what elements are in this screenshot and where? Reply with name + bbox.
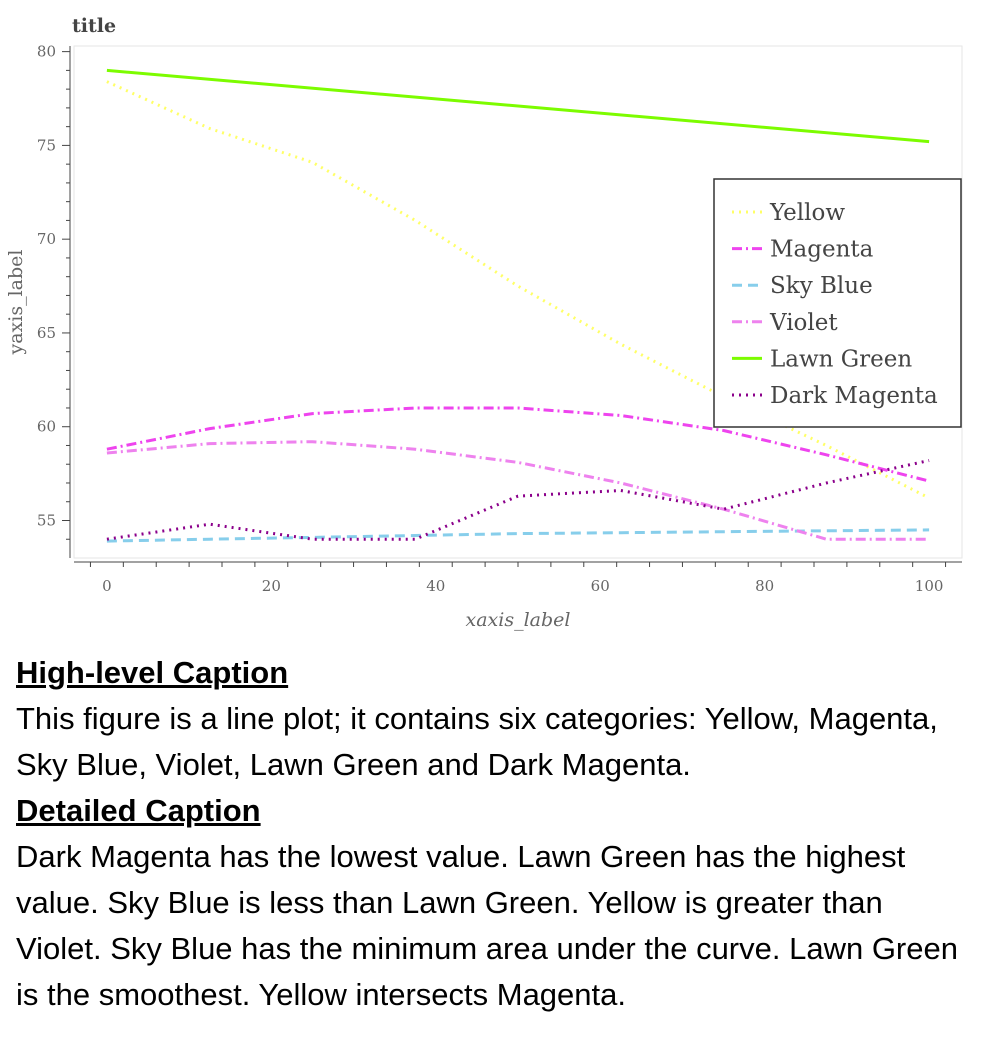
captions [16, 650, 971, 1018]
high-level-caption-heading: High-level Caption [16, 655, 289, 690]
x-tick-label: 40 [426, 577, 446, 595]
series-line-dark-magenta [107, 461, 929, 540]
y-tick-label: 70 [36, 230, 56, 249]
detailed-caption-text: Dark Magenta has the lowest value. Lawn Green has the highest value. Sky Blue is less than Lawn Green. Yellow is greater than Violet. Sky Blue has the minimum area under the curve. Lawn Green is the smoothest. Yellow intersects Magenta. [16, 839, 958, 1012]
high-level-caption-text: This figure is a line plot; it contains six categories: Yellow, Magenta, Sky Blue, Violet, Lawn Green and Dark Magenta. [16, 701, 938, 782]
legend-label: Lawn Green [770, 346, 913, 373]
y-axis-label: yaxis_label [5, 249, 27, 355]
x-tick-label: 0 [102, 577, 112, 595]
y-tick-label: 75 [36, 136, 56, 155]
detailed-caption-heading: Detailed Caption [16, 793, 261, 828]
y-tick-label: 60 [36, 417, 56, 436]
y-tick-label: 55 [36, 511, 56, 530]
legend-label: Magenta [770, 236, 874, 263]
x-tick-label: 100 [914, 577, 944, 595]
legend-label: Dark Magenta [770, 383, 938, 409]
series-line-sky-blue [107, 530, 929, 541]
chart-title: title [72, 15, 117, 37]
x-tick-label: 20 [261, 577, 281, 595]
series-line-lawn-green [107, 70, 929, 141]
legend-label: Sky Blue [770, 273, 873, 300]
y-tick-label: 80 [36, 42, 56, 61]
series-line-violet [107, 442, 929, 540]
y-tick-label: 65 [36, 323, 56, 342]
legend-label: Violet [770, 309, 838, 336]
x-axis-label: xaxis_label [465, 609, 571, 631]
legend [714, 179, 961, 427]
x-tick-label: 80 [755, 577, 775, 595]
x-tick-label: 60 [590, 577, 610, 595]
legend-label: Yellow [770, 200, 846, 226]
